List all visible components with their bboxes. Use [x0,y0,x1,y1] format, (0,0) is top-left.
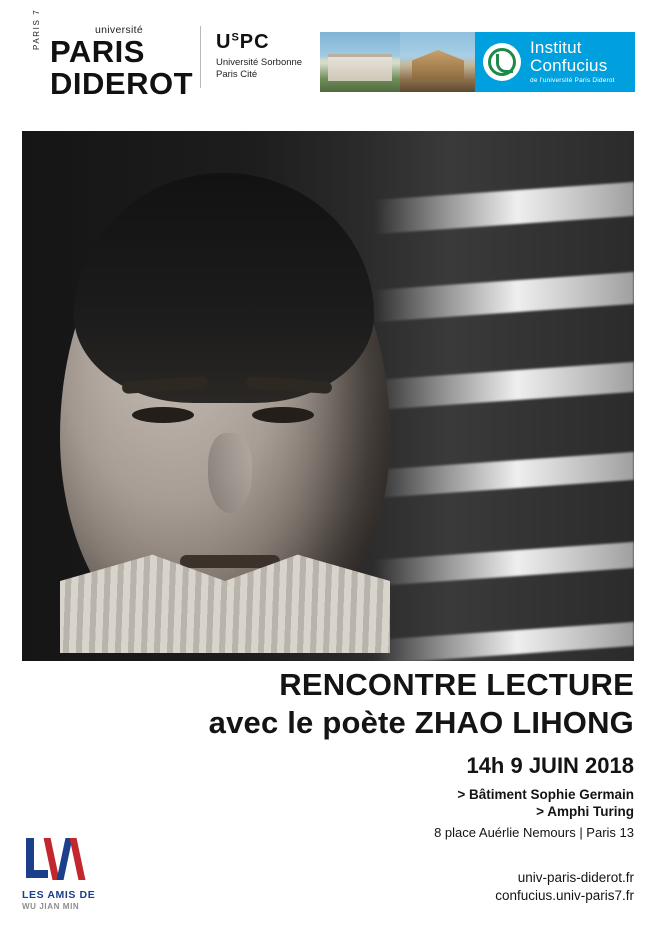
logo-paris-diderot [22,8,193,101]
confucius-banner-photos [320,32,475,92]
logo-paris-label: PARIS [50,34,145,69]
confucius-line2: Confucius [530,56,608,76]
website-urls [495,869,634,905]
uspc-letter-u: U [216,31,232,53]
uspc-letter-s: S [231,31,240,44]
amis-label-line1: LES AMIS DE [22,889,96,901]
event-date: 14h 9 JUIN 2018 [466,753,634,779]
event-title-line1: RENCONTRE LECTURE [279,667,634,702]
portrait-face [60,183,390,653]
banner-photo-pagoda [400,32,475,92]
amis-l-foot [26,870,48,878]
uspc-letter-p: P [239,31,255,53]
event-venue-building: > Bâtiment Sophie Germain [457,787,634,803]
uspc-subtitle-line1: Université Sorbonne [216,57,303,68]
event-address: 8 place Auérlie Nemours | Paris 13 [434,825,634,841]
confucius-blue-panel [475,32,635,92]
url-univ-paris-diderot[interactable]: univ-paris-diderot.fr [517,869,634,885]
uspc-letter-c: C [254,31,270,53]
logo-les-amis-de-wu-jian-min [22,838,132,911]
portrait-shirt [60,533,390,653]
event-venue-room: > Amphi Turing [536,804,634,820]
amis-monogram-icon [26,838,84,882]
header-divider [200,26,201,88]
logo-uspc [216,32,316,81]
uspc-monogram [216,32,316,52]
logo-universite-label: université [95,24,143,36]
event-info [164,668,634,840]
uspc-subtitle-line2: Paris Cité [216,68,258,80]
amis-label-line2: WU JIAN MIN [22,902,80,911]
banner-photo-campus [320,32,400,92]
confucius-seal-icon [483,43,521,81]
url-confucius[interactable]: confucius.univ-paris7.fr [495,887,634,903]
poster-header [0,0,657,118]
portrait-eye-left [132,407,194,423]
event-title-line2: avec le poète ZHAO LIHONG [208,704,634,740]
portrait-nose [208,433,252,513]
confucius-line1: Institut [530,38,582,58]
uspc-subtitle [216,57,316,81]
logo-diderot-label: DIDEROT [50,65,193,101]
logo-institut-confucius [320,32,635,92]
amis-m-stroke-3 [70,838,86,880]
portrait-eye-right [252,407,314,423]
portrait-photo [22,131,634,661]
amis-m-shape [48,838,84,878]
portrait-mouth [180,555,280,568]
confucius-line3: de l'université Paris Diderot [530,76,615,84]
confucius-wordmark [530,39,615,85]
paris7-vertical-label: PARIS 7 [32,8,41,50]
